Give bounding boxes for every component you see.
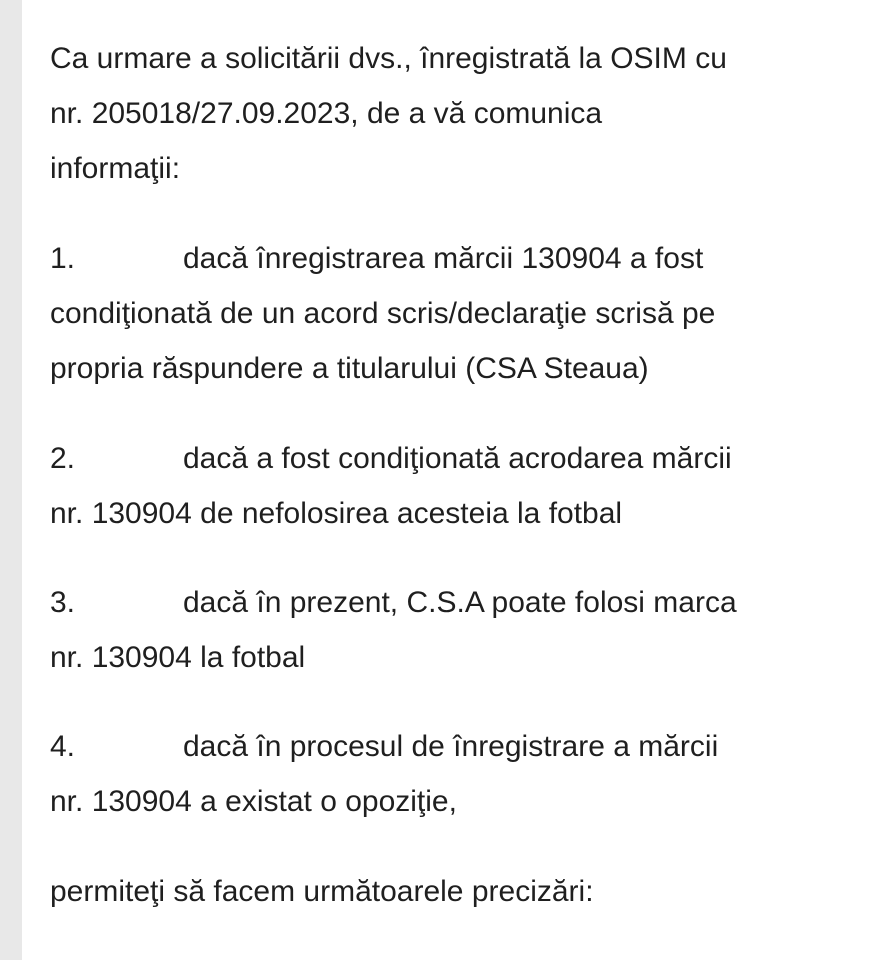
item-3-line-2: nr. 130904 la fotbal [50, 641, 306, 674]
item-4-first-line [50, 719, 718, 774]
item-4-text: dacă în procesul de înregistrare a mărcii [183, 730, 719, 763]
item-2-line-2: nr. 130904 de nefolosirea acesteia la fotbal [50, 497, 623, 530]
item-1-line-3: propria răspundere a titularului (CSA Steaua) [50, 352, 649, 385]
item-3-text: dacă în prezent, C.S.A poate folosi marca [183, 586, 737, 619]
item-2-number: 2. [50, 442, 76, 475]
item-3-first-line [50, 575, 737, 630]
item-1-line-2: condiţionată de un acord scris/declaraţie scrisă pe [50, 297, 716, 330]
item-2-first-line [50, 431, 732, 486]
item-4-line-2: nr. 130904 a existat o opoziţie, [50, 785, 457, 818]
item-1-first-line [50, 231, 703, 286]
item-3-number: 3. [50, 586, 76, 619]
intro-line-3: informaţii: [50, 152, 181, 185]
intro-line-2: nr. 205018/27.09.2023, de a vă comunica [50, 97, 603, 130]
intro-line-1: Ca urmare a solicitării dvs., înregistrată la OSIM cu [50, 42, 727, 75]
item-1-number: 1. [50, 242, 76, 275]
item-1-text: dacă înregistrarea mărcii 130904 a fost [183, 242, 704, 275]
closing-line: permiteţi să facem următoarele precizări: [50, 875, 594, 908]
item-2-text: dacă a fost condiţionată acrodarea mărcii [183, 442, 732, 475]
item-4-number: 4. [50, 730, 76, 763]
